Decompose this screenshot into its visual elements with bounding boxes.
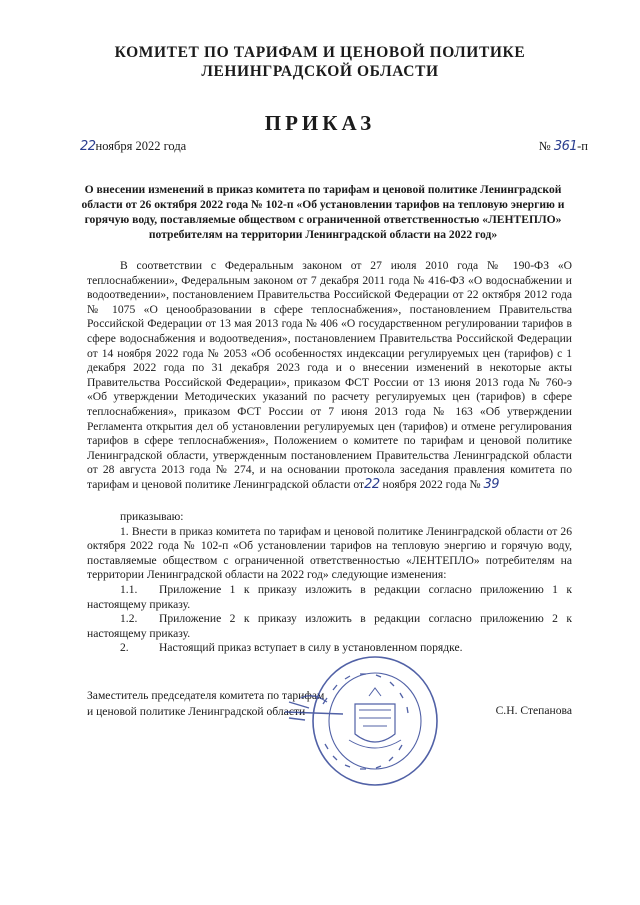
item-number: 2.	[120, 641, 129, 655]
date-rest: ноября 2022 года	[95, 139, 187, 153]
document-date	[80, 139, 186, 154]
order-subject: О внесении изменений в приказ комитета по тарифам и ценовой политике Ленинградской области от 26 октября 2022 года № 102-п «Об установлении тарифов на тепловую энергию и горячую воду, поставляемые обществом с ограниченной ответственностью «ЛЕНТЕПЛО» потребителям на территории Ленинградской области на 2022 год»	[81, 183, 565, 241]
committee-name-line2: ЛЕНИНГРАДСКОЙ ОБЛАСТИ	[201, 63, 439, 80]
decree-item	[87, 612, 572, 641]
decree-item	[87, 583, 572, 612]
committee-name-line1: КОМИТЕТ ПО ТАРИФАМ И ЦЕНОВОЙ ПОЛИТИКЕ	[114, 44, 526, 61]
decree-intro: приказываю:	[120, 510, 184, 523]
committee-header	[0, 43, 640, 81]
item-number: 1.1.	[120, 582, 138, 596]
handwritten-number: 361	[553, 139, 578, 154]
item-text: Приложение 1 к приказу изложить в редакции согласно приложению 1 к настоящему приказу.	[87, 582, 572, 611]
decree-section	[87, 510, 572, 656]
number-suffix: -п	[577, 139, 588, 153]
signer-name: С.Н. Степанова	[495, 704, 572, 717]
document-number	[539, 139, 588, 154]
handwritten-day: 22	[80, 139, 96, 154]
signer-position-line1: Заместитель председателя комитета по тарифам	[87, 689, 325, 702]
official-seal-stamp	[283, 644, 463, 794]
decree-point-1: 1. Внести в приказ комитета по тарифам и ценовой политике Ленинградской области от 26 октября 2022 года № 102-п «Об установлении тарифов на тепловую энергию и горячую воду, поставляемые обществом с ограниченной ответственностью «ЛЕНТЕПЛО» потребителям на территории Ленинградской области на 2022 год» следующие изменения:	[87, 524, 572, 582]
item-text: Настоящий приказ вступает в силу в установленном порядке.	[159, 641, 463, 655]
item-number: 1.2.	[120, 612, 138, 626]
protocol-date-rest: ноября 2022 года №	[382, 477, 481, 491]
handwritten-protocol-day: 22	[364, 476, 380, 492]
preamble-paragraph	[87, 259, 572, 493]
handwritten-protocol-number: 39	[483, 476, 500, 492]
signer-position-line2: и ценовой политике Ленинградской области	[87, 705, 306, 718]
number-sign: №	[538, 139, 551, 153]
item-text: Приложение 2 к приказу изложить в редакции согласно приложению 2 к настоящему приказу.	[87, 612, 572, 640]
preamble-text: В соответствии с Федеральным законом от 27 июля 2010 года № 190-ФЗ «О теплоснабжении», Федеральным законом от 7 декабря 2011 года № 416-ФЗ «О водоснабжении и водоотведении», постановлением Правительства Российской Федерации от 22 октября 2012 года № 1075 «О ценообразовании в сфере теплоснабжения», постановлением Правительства Российской Федерации от 13 мая 2013 года № 406 «О государственном регулировании тарифов в сфере водоснабжения и водоотведения», постановлением Правительства Российской Федерации от 14 ноября 2022 года № 2053 «Об особенностях индексации регулируемых цен (тарифов) с 1 декабря 2022 года по 31 декабря 2023 года и о внесении изменений в некоторые акты Правительства Российской Федерации», приказом ФСТ России от 13 июня 2013 года № 760-э «Об утверждении Методических указаний по расчету регулируемых цен (тарифов) в сфере теплоснабжения», приказом ФСТ России от 7 июня 2013 года № 163 «Об утверждении Регламента открытия дел об установлении регулируемых цен (тарифов) и отмене регулирования тарифов в сфере теплоснабжения», Положением о комитете по тарифам и ценовой политике Ленинградской области, утвержденным постановлением Правительства Ленинградской области от 28 августа 2013 года № 274, и на основании протокола заседания правления комитета по тарифам и ценовой политике Ленинградской области от	[87, 259, 572, 491]
document-type-title: ПРИКАЗ	[264, 111, 376, 135]
